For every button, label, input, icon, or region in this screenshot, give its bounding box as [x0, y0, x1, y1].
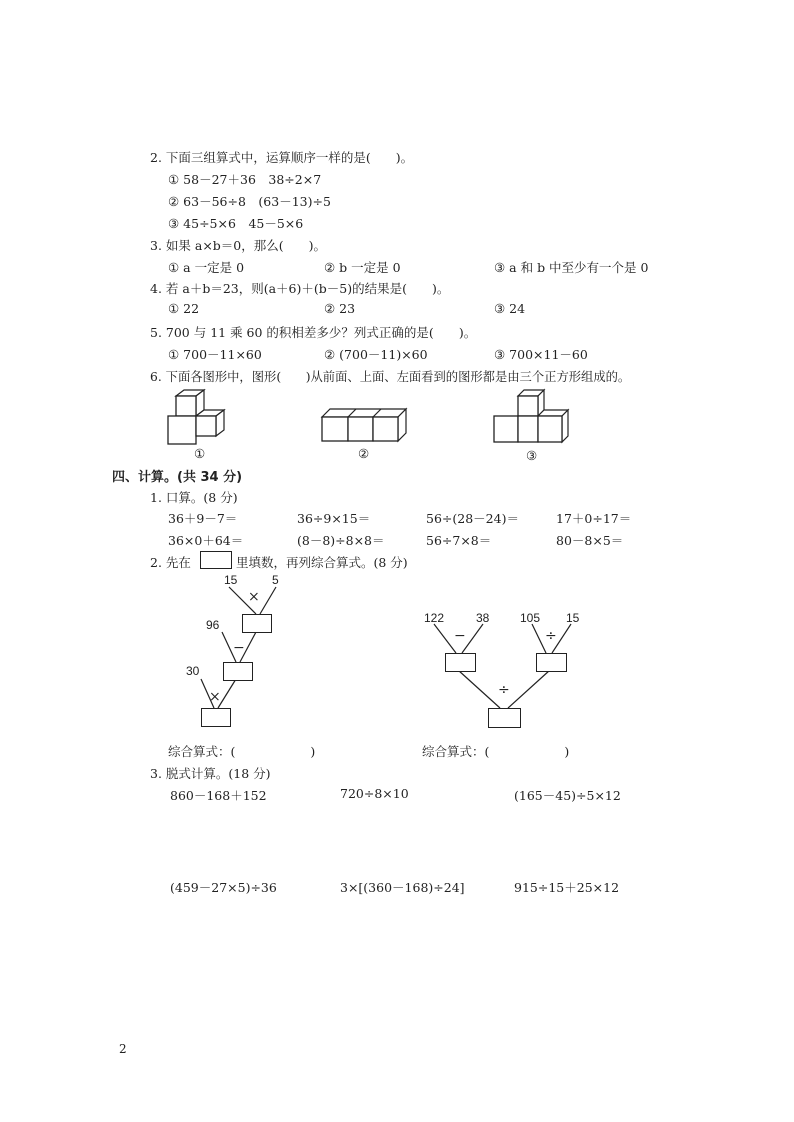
q5-option-2: ② (700－11)×60 — [324, 347, 428, 362]
step-calc-item: 915÷15＋25×12 — [514, 880, 620, 895]
q6-stem: 6. 下面各图形中，图形( )从前面、上面、左面看到的图形都是由三个正方形组成的。 — [150, 370, 631, 384]
q4-option-3: ③ 24 — [494, 301, 526, 316]
page-number: 2 — [119, 1042, 127, 1056]
tree-number: 5 — [272, 573, 279, 587]
q3-option-3: ③ a 和 b 中至少有一个是 0 — [494, 260, 649, 275]
fill-box-title-b: 里填数，再列综合算式。(8 分) — [236, 555, 408, 570]
q3-stem: 3. 如果 a×b＝0，那么( )。 — [150, 238, 327, 253]
operator-divide: ÷ — [498, 682, 510, 698]
q3-option-2: ② b 一定是 0 — [324, 260, 401, 275]
q2-option-2: ② 63－56÷8 (63－13)÷5 — [168, 194, 331, 209]
formula-left: 综合算式：( ) — [168, 744, 316, 759]
answer-box[interactable] — [242, 614, 272, 633]
q4-option-2: ② 23 — [324, 301, 356, 316]
oral-calc-item: 56÷7×8＝ — [426, 533, 492, 548]
step-calc-item: (459－27×5)÷36 — [170, 880, 277, 895]
q4-stem: 4. 若 a＋b＝23，则(a＋6)＋(b－5)的结果是( )。 — [150, 281, 450, 296]
oral-calc-item: 36÷9×15＝ — [297, 511, 371, 526]
step-calc-item: 3×[(360－168)÷24] — [340, 880, 465, 895]
q2-option-1: ① 58－27＋36 38÷2×7 — [168, 172, 322, 187]
formula-right: 综合算式：( ) — [422, 744, 570, 759]
operator-multiply: × — [248, 589, 260, 605]
oral-calc-item: 56÷(28－24)＝ — [426, 511, 519, 526]
q4-option-1: ① 22 — [168, 301, 200, 316]
q5-option-1: ① 700－11×60 — [168, 347, 262, 362]
tree-number: 38 — [476, 611, 490, 625]
operator-minus: − — [454, 628, 466, 644]
answer-box[interactable] — [536, 653, 567, 672]
operator-multiply: × — [209, 689, 221, 705]
cube-figure-2-label: ② — [358, 446, 370, 461]
step-calc-item: 860－168＋152 — [170, 788, 267, 803]
answer-box[interactable] — [201, 708, 231, 727]
q2-option-3: ③ 45÷5×6 45－5×6 — [168, 216, 304, 231]
operator-minus: − — [233, 640, 245, 656]
q3-option-1: ① a 一定是 0 — [168, 260, 245, 275]
oral-calc-title: 1. 口算。(8 分) — [150, 490, 238, 505]
step-calc-item: 720÷8×10 — [340, 786, 409, 801]
q2-stem: 2. 下面三组算式中，运算顺序一样的是( )。 — [150, 150, 414, 165]
oral-calc-item: 17＋0÷17＝ — [556, 511, 632, 526]
answer-box[interactable] — [223, 662, 253, 681]
answer-box[interactable] — [445, 653, 476, 672]
q5-option-3: ③ 700×11－60 — [494, 347, 588, 362]
operator-divide: ÷ — [545, 628, 557, 644]
step-calc-title: 3. 脱式计算。(18 分) — [150, 766, 271, 781]
section-4-title: 四、计算。(共 34 分) — [112, 470, 243, 485]
tree-number: 105 — [520, 611, 541, 625]
tree-number: 96 — [206, 618, 220, 632]
tree-number: 15 — [224, 573, 238, 587]
oral-calc-item: (8－8)÷8×8＝ — [297, 533, 385, 548]
oral-calc-item: 80－8×5＝ — [556, 533, 624, 548]
tree-number: 15 — [566, 611, 580, 625]
fill-box-title-a: 2. 先在 — [150, 555, 191, 570]
tree-number: 122 — [424, 611, 445, 625]
cube-figure-1-label: ① — [194, 446, 206, 461]
q5-stem: 5. 700 与 11 乘 60 的积相差多少？列式正确的是( )。 — [150, 325, 477, 340]
answer-box[interactable] — [488, 708, 521, 728]
oral-calc-item: 36＋9－7＝ — [168, 511, 238, 526]
tree-number: 30 — [186, 664, 200, 678]
oral-calc-item: 36×0＋64＝ — [168, 533, 244, 548]
cube-figure-3-label: ③ — [526, 448, 538, 463]
step-calc-item: (165－45)÷5×12 — [514, 788, 621, 803]
